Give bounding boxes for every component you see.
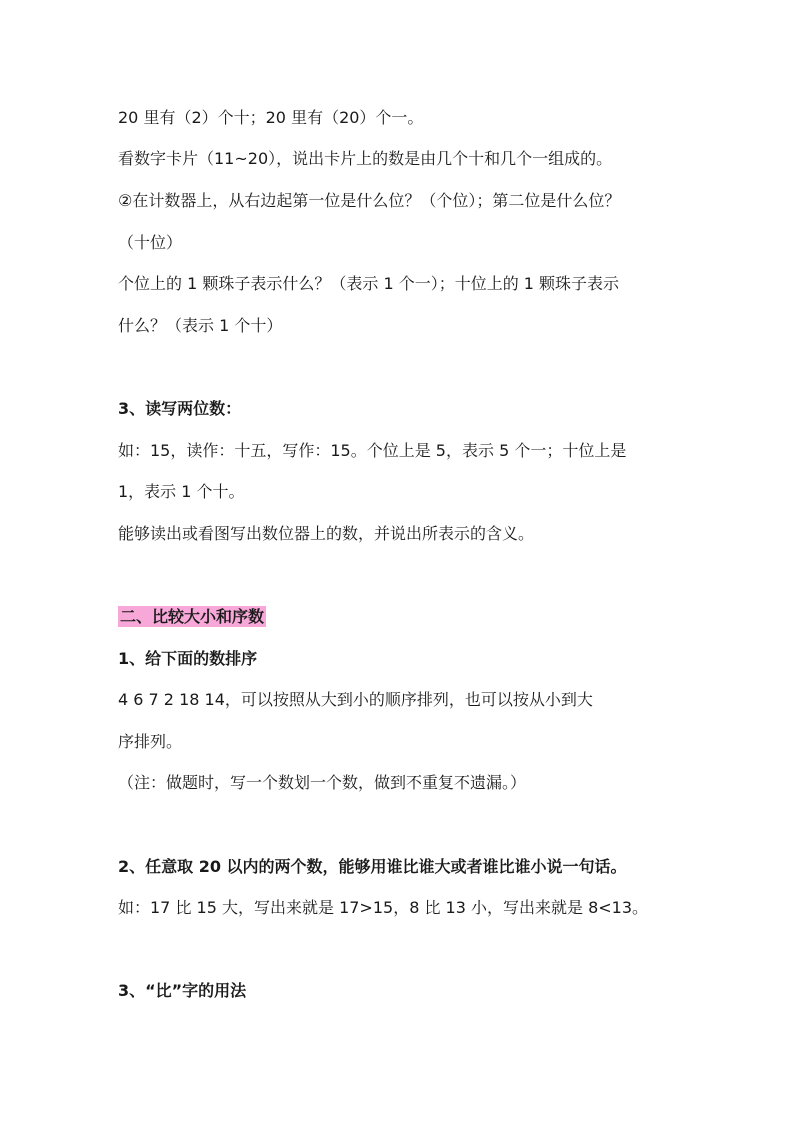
section-heading-text: 二、比较大小和序数 (120, 607, 265, 626)
text-line: 4 6 7 2 18 14，可以按照从大到小的顺序排列，也可以按从小到大 (118, 690, 593, 709)
text-line: （注：做题时，写一个数划一个数，做到不重复不遗漏。） (118, 773, 527, 792)
subheading: 3、“比”字的用法 (118, 981, 247, 1000)
text-line: 能够读出或看图写出数位器上的数，并说出所表示的含义。 (118, 524, 535, 543)
section-heading (118, 606, 266, 628)
text-line: （十位） (118, 233, 183, 252)
text-line: 如：15，读作：十五，写作：15。个位上是 5，表示 5 个一；十位上是 (118, 441, 627, 460)
text-line: ②在计数器上，从右边起第一位是什么位？（个位）；第二位是什么位？ (118, 191, 621, 210)
text-line: 序排列。 (118, 732, 183, 751)
subheading: 3、读写两位数： (118, 399, 242, 418)
text-line: 20 里有（2）个十；20 里有（20）个一。 (118, 108, 424, 127)
text-line: 看数字卡片（11~20），说出卡片上的数是由几个十和几个一组成的。 (118, 149, 613, 168)
text-line: 个位上的 1 颗珠子表示什么？（表示 1 个一）；十位上的 1 颗珠子表示 (118, 274, 620, 293)
subheading: 1、给下面的数排序 (118, 649, 258, 668)
text-line: 如：17 比 15 大，写出来就是 17>15，8 比 13 小，写出来就是 8<13。 (118, 898, 649, 917)
subheading: 2、任意取 20 以内的两个数，能够用谁比谁大或者谁比谁小说一句话。 (118, 857, 627, 876)
text-line: 1，表示 1 个十。 (118, 482, 245, 501)
text-line: 什么？（表示 1 个十） (118, 316, 283, 335)
